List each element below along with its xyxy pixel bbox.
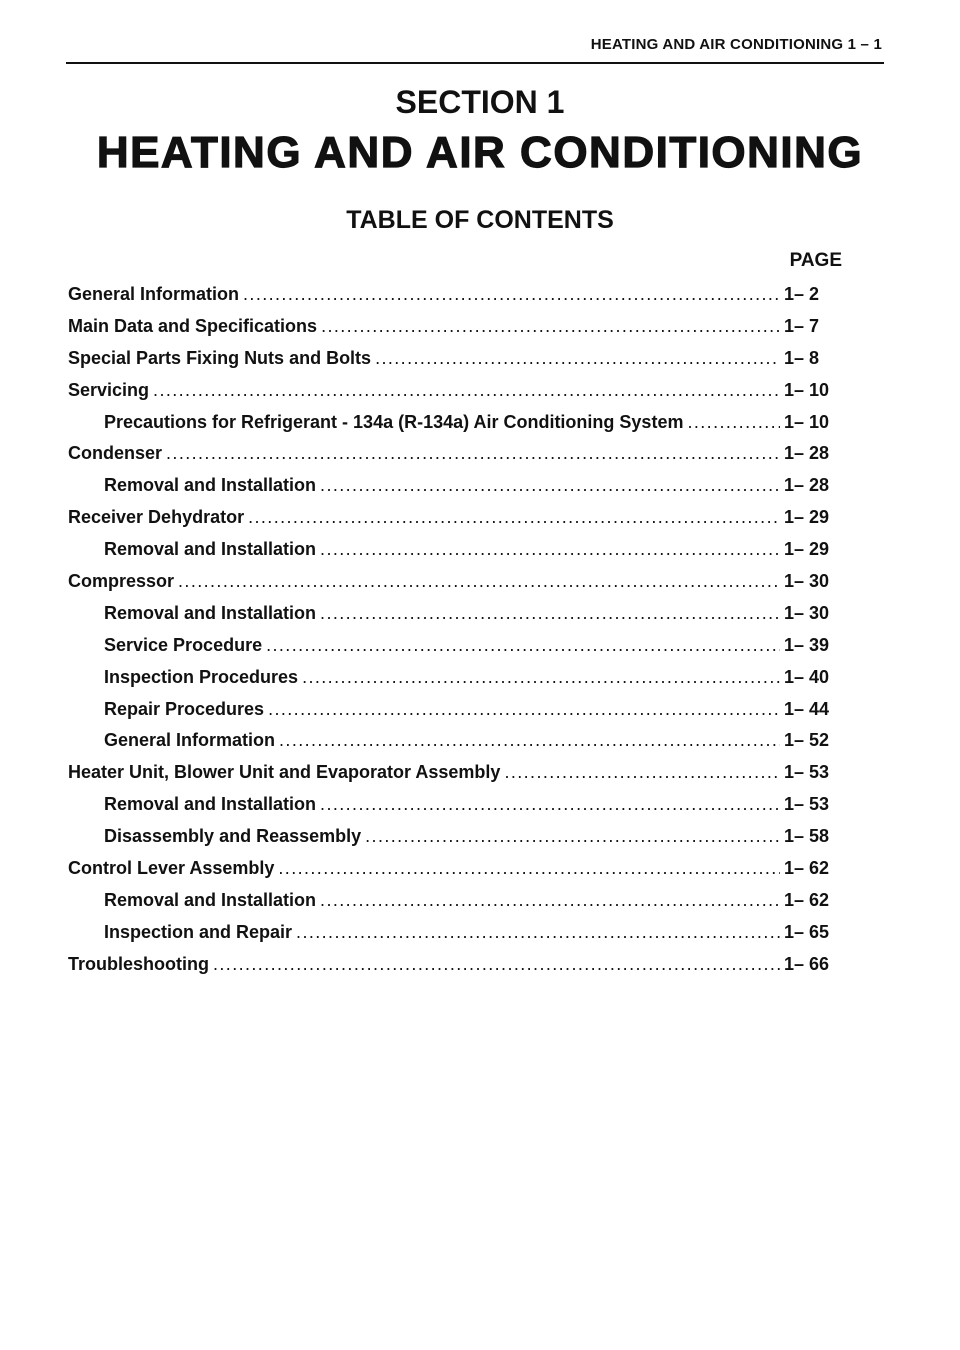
- toc-entry[interactable]: [68, 571, 842, 603]
- toc-entry-page: 1– 29: [784, 507, 830, 528]
- toc-entry[interactable]: [68, 443, 842, 475]
- toc-dot-leader: [178, 571, 780, 592]
- toc-dot-leader: [243, 284, 780, 305]
- toc-dot-leader: [504, 762, 780, 783]
- toc-entry-page: 1– 28: [784, 475, 830, 496]
- toc-entry-label: General Information: [68, 284, 240, 304]
- toc-entry-page: 1– 29: [784, 539, 830, 560]
- toc-entry-page: 1– 44: [784, 698, 830, 719]
- running-header: HEATING AND AIR CONDITIONING 1 – 1: [590, 36, 882, 53]
- toc-entry-label: Service Procedure: [104, 634, 263, 655]
- toc-dot-leader: [320, 539, 780, 560]
- toc-entry-page: 1– 40: [784, 666, 830, 687]
- toc-list: [68, 284, 842, 986]
- toc-entry-label: Removal and Installation: [104, 475, 317, 496]
- toc-entry[interactable]: [68, 922, 842, 954]
- toc-title: TABLE OF CONTENTS: [346, 206, 614, 234]
- toc-dot-leader: [268, 699, 780, 720]
- toc-dot-leader: [266, 635, 780, 656]
- toc-dot-leader: [296, 922, 780, 943]
- toc-entry-label: Compressor: [68, 571, 175, 592]
- toc-entry-page: 1– 30: [784, 571, 830, 592]
- toc-entry[interactable]: [68, 316, 842, 348]
- header-rule: [66, 62, 884, 64]
- toc-dot-leader: [320, 603, 780, 624]
- toc-entry[interactable]: [68, 826, 842, 858]
- toc-entry-page: 1– 2: [784, 284, 820, 304]
- toc-entry-label: Disassembly and Reassembly: [104, 826, 362, 847]
- toc-entry[interactable]: [68, 507, 842, 539]
- toc-entry[interactable]: [68, 635, 842, 667]
- toc-entry[interactable]: [68, 475, 842, 507]
- toc-entry-page: 1– 58: [784, 826, 830, 847]
- toc-entry[interactable]: [68, 539, 842, 571]
- toc-entry-label: Inspection and Repair: [104, 921, 293, 942]
- toc-entry-page: 1– 28: [784, 443, 830, 464]
- toc-dot-leader: [320, 794, 780, 815]
- toc-entry-page: 1– 8: [784, 347, 820, 368]
- toc-entry-label: Receiver Dehydrator: [68, 507, 245, 528]
- toc-entry-page: 1– 39: [784, 634, 830, 655]
- toc-dot-leader: [687, 412, 780, 433]
- toc-dot-leader: [166, 443, 780, 464]
- toc-dot-leader: [375, 348, 780, 369]
- toc-dot-leader: [213, 954, 780, 975]
- toc-entry-page: 1– 53: [784, 762, 830, 783]
- toc-entry[interactable]: [68, 794, 842, 826]
- toc-entry-label: Precautions for Refrigerant - 134a (R-134a) Air Conditioning System: [104, 411, 684, 432]
- toc-entry[interactable]: [68, 284, 842, 316]
- toc-entry[interactable]: [68, 890, 842, 922]
- toc-dot-leader: [153, 380, 780, 401]
- toc-entry-label: Heater Unit, Blower Unit and Evaporator Assembly: [68, 762, 501, 783]
- toc-entry-label: Removal and Installation: [104, 889, 317, 910]
- toc-entry-page: 1– 62: [784, 889, 830, 910]
- toc-entry[interactable]: [68, 603, 842, 635]
- toc-entry-label: Special Parts Fixing Nuts and Bolts: [68, 347, 372, 368]
- toc-entry-label: Troubleshooting: [68, 953, 209, 974]
- toc-entry-page: 1– 52: [784, 730, 830, 751]
- toc-entry[interactable]: [68, 954, 842, 986]
- toc-entry-label: Control Lever Assembly: [68, 858, 275, 879]
- toc-entry-page: 1– 7: [784, 315, 820, 336]
- toc-entry-page: 1– 53: [784, 794, 830, 815]
- toc-entry[interactable]: [68, 348, 842, 380]
- toc-entry[interactable]: [68, 380, 842, 412]
- toc-entry[interactable]: [68, 667, 842, 699]
- page-column-label: PAGE: [789, 250, 842, 271]
- toc-entry[interactable]: [68, 762, 842, 794]
- toc-entry-page: 1– 10: [784, 411, 830, 432]
- toc-entry-label: Removal and Installation: [104, 794, 317, 815]
- toc-entry-page: 1– 30: [784, 602, 830, 623]
- toc-dot-leader: [365, 826, 780, 847]
- toc-entry-label: Removal and Installation: [104, 539, 317, 560]
- toc-dot-leader: [320, 890, 780, 911]
- toc-entry-page: 1– 62: [784, 858, 830, 879]
- toc-dot-leader: [279, 730, 780, 751]
- toc-entry-label: Removal and Installation: [104, 602, 317, 623]
- toc-entry-label: Repair Procedures: [104, 698, 265, 719]
- toc-dot-leader: [320, 475, 780, 496]
- toc-dot-leader: [302, 667, 780, 688]
- page-title: HEATING AND AIR CONDITIONING: [96, 128, 864, 177]
- toc-entry[interactable]: [68, 858, 842, 890]
- section-label: SECTION 1: [395, 84, 565, 120]
- toc-entry-label: Inspection Procedures: [104, 666, 299, 687]
- toc-dot-leader: [248, 507, 780, 528]
- toc-entry-page: 1– 65: [784, 921, 830, 942]
- toc-entry-label: General Information: [104, 730, 276, 751]
- toc-entry-page: 1– 10: [784, 379, 830, 400]
- toc-dot-leader: [321, 316, 780, 337]
- toc-entry-label: Main Data and Specifications: [68, 315, 318, 336]
- toc-entry-page: 1– 66: [784, 953, 830, 974]
- toc-entry-label: Condenser: [68, 443, 163, 464]
- toc-dot-leader: [278, 858, 780, 879]
- toc-entry-label: Servicing: [68, 379, 150, 400]
- toc-entry[interactable]: [68, 699, 842, 731]
- toc-entry[interactable]: [68, 730, 842, 762]
- toc-entry[interactable]: [68, 412, 842, 444]
